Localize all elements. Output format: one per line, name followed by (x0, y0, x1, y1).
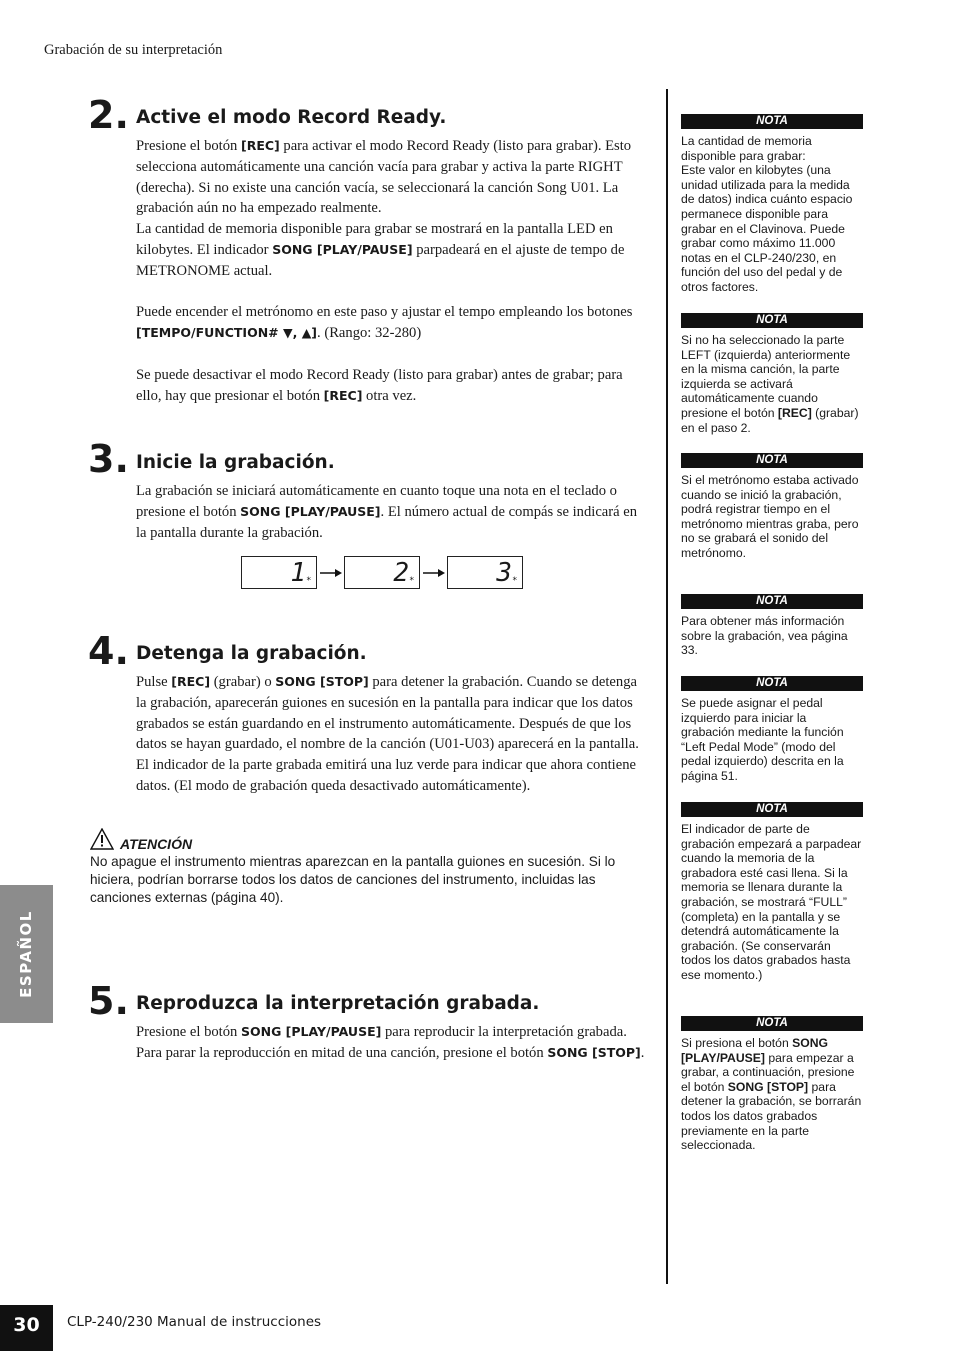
manual-title: CLP-240/230 Manual de instrucciones (67, 1314, 322, 1330)
step-title-3: Inicie la grabación. (136, 452, 335, 473)
paragraph-gap (136, 282, 646, 303)
note-6 (681, 802, 863, 983)
step-number-5: 5. (88, 979, 129, 1023)
note-2 (681, 313, 863, 435)
led-digit: 2 (393, 558, 409, 588)
led-dot: * (306, 576, 311, 586)
note-body: Se puede asignar el pedal izquierdo para iniciar la grabación mediante la función “Left Pedal Mode” (modo del pedal izquierdo) descrita en la página 51. (681, 696, 844, 783)
button-reference: SONG [PLAY/PAUSE] (240, 1024, 382, 1039)
caution-heading (90, 828, 192, 855)
note-1 (681, 114, 863, 295)
button-reference: [REC] (240, 138, 280, 153)
caution-text: No apague el instrumento mientras aparezcan en la pantalla guiones en sucesión. Si lo hiciera, podrían borrarse todos los datos de canciones del instrumento, incluidas las canciones externas (página 40). (90, 854, 616, 906)
note-body: La cantidad de memoria disponible para grabar: Este valor en kilobytes (una unidad utilizada para la medida de datos) indica cuánto espacio permanece disponible para grabar en el Clavinova. Puede grabar como máximo 11.000 notas en el CLP-240/230, en función del uso del pedal y de otros factores. (681, 134, 853, 294)
step-body-3 (136, 481, 646, 543)
language-tab-label: ESPAÑOL (17, 910, 35, 998)
led-display-measure-3 (447, 556, 523, 589)
step-body-2 (136, 136, 646, 406)
note-body: Si el metrónomo estaba activado cuando se inició la grabación, podrá registrar tiempo en el metrónomo mientras graba, pero no se grabará el sonido del metrónomo. (681, 473, 859, 560)
note-3 (681, 453, 863, 561)
step-title-2: Active el modo Record Ready. (136, 107, 447, 128)
note-7 (681, 1016, 863, 1153)
button-reference: SONG [STOP] (275, 674, 369, 689)
paragraph: Puede encender el metrónomo en este paso y ajustar el tempo empleando los botones [TEMPO/FUNCTION# ▼, ▲]. (Rango: 32-280) (136, 304, 633, 342)
arrow-right-icon (317, 568, 344, 578)
paragraph: La grabación se iniciará automáticamente en cuanto toque una nota en el teclado o presione el botón SONG [PLAY/PAUSE]. El número actual de compás se indicará en la pantalla durante la grabación. (136, 483, 638, 541)
button-reference: SONG [PLAY/PAUSE] (240, 503, 381, 519)
column-divider (666, 89, 668, 1284)
paragraph-gap (136, 344, 646, 365)
button-reference: SONG [PLAY/PAUSE] (272, 241, 413, 257)
step-number-4: 4. (88, 629, 129, 673)
note-label: NOTA (681, 453, 863, 468)
note-label: NOTA (681, 1016, 863, 1031)
led-digit: 3 (496, 558, 512, 588)
running-header: Grabación de su interpretación (44, 42, 223, 58)
button-reference: [REC] (171, 674, 211, 689)
note-4 (681, 594, 863, 658)
button-reference: [REC] (323, 387, 363, 403)
button-reference: [TEMPO/FUNCTION# ▼, ▲] (136, 325, 318, 341)
paragraph: Se puede desactivar el modo Record Ready (listo para grabar) antes de grabar; para ello, hay que presionar el botón [REC] otra vez. (136, 366, 623, 404)
button-reference: SONG [STOP] (547, 1044, 641, 1060)
step-body-5 (136, 1022, 646, 1064)
paragraph: La cantidad de memoria disponible para grabar se mostrará en la pantalla LED en kilobytes. El indicador SONG [PLAY/PAUSE] parpadeará en el ajuste de tempo de METRONOME actual. (136, 221, 625, 279)
led-dot: * (409, 576, 414, 586)
led-digit: 1 (290, 558, 306, 588)
led-dot: * (512, 576, 517, 586)
step-number-3: 3. (88, 437, 129, 481)
note-body: Si presiona el botón SONG [PLAY/PAUSE] para empezar a grabar, a continuación, presione el botón SONG [STOP] para detener la grabación, se borrarán todos los datos grabados previamente en la parte seleccionada. (681, 1036, 862, 1153)
language-tab (0, 885, 53, 1023)
led-display-measure-1 (241, 556, 317, 589)
caution-label: ATENCIÓN (120, 835, 193, 852)
measure-display-sequence (241, 556, 523, 589)
note-label: NOTA (681, 114, 863, 129)
button-reference: SONG [STOP] (727, 1079, 809, 1094)
arrow-right-icon (420, 568, 447, 578)
step-title-4: Detenga la grabación. (136, 643, 367, 664)
button-reference: SONG [PLAY/PAUSE] (681, 1036, 829, 1065)
button-reference: [REC] (777, 405, 812, 420)
page-number: 30 (0, 1305, 53, 1351)
led-display-measure-2 (344, 556, 420, 589)
note-body: El indicador de parte de grabación empezará a parpadear cuando la memoria de la grabadora esté casi llena. Si la memoria se llenara durante la grabación, se mostrará “FULL” (completa) en la pantalla y se detendrá automáticamente la grabación. (Se conservarán todos los datos grabados hasta ese momento.) (681, 822, 862, 982)
note-label: NOTA (681, 676, 863, 691)
paragraph: Presione el botón SONG [PLAY/PAUSE] para reproducir la interpretación grabada. Para parar la reproducción en mitad de una canción, presione el botón SONG [STOP]. (136, 1024, 645, 1061)
warning-triangle-icon (90, 828, 114, 855)
step-title-5: Reproduzca la interpretación grabada. (136, 993, 540, 1014)
note-body: Si no ha seleccionado la parte LEFT (izquierda) anteriormente en la misma canción, la parte izquierda se activará automáticamente cuando presione el botón [REC] (grabar) en el paso 2. (681, 333, 859, 435)
step-number-2: 2. (88, 93, 129, 137)
step-body-4 (136, 672, 646, 797)
paragraph: Presione el botón [REC] para activar el modo Record Ready (listo para grabar). Esto selecciona automáticamente una canción vacía para grabar y activa la parte RIGHT (derecha). Si no existe una canción vacía, se seleccionará la canción Song U01. La grabación aún no ha empezado realmente. (136, 138, 632, 217)
note-label: NOTA (681, 802, 863, 817)
note-body: Para obtener más información sobre la grabación, vea página 33. (681, 614, 848, 658)
note-label: NOTA (681, 313, 863, 328)
note-5 (681, 676, 863, 784)
note-label: NOTA (681, 594, 863, 609)
paragraph: Pulse [REC] (grabar) o SONG [STOP] para detener la grabación. Cuando se detenga la grabación, aparecerán guiones en sucesión en la pantalla para indicar que los datos grabados se están guardando en el instrumento automáticamente. Después de que los datos se hayan guardado, el nombre de la canción (U01-U03) aparecerá en la pantalla. El indicador de la parte grabada emitirá una luz verde para indicar que ahora contiene datos. (El modo de grabación queda desactivado automáticamente). (136, 674, 639, 794)
